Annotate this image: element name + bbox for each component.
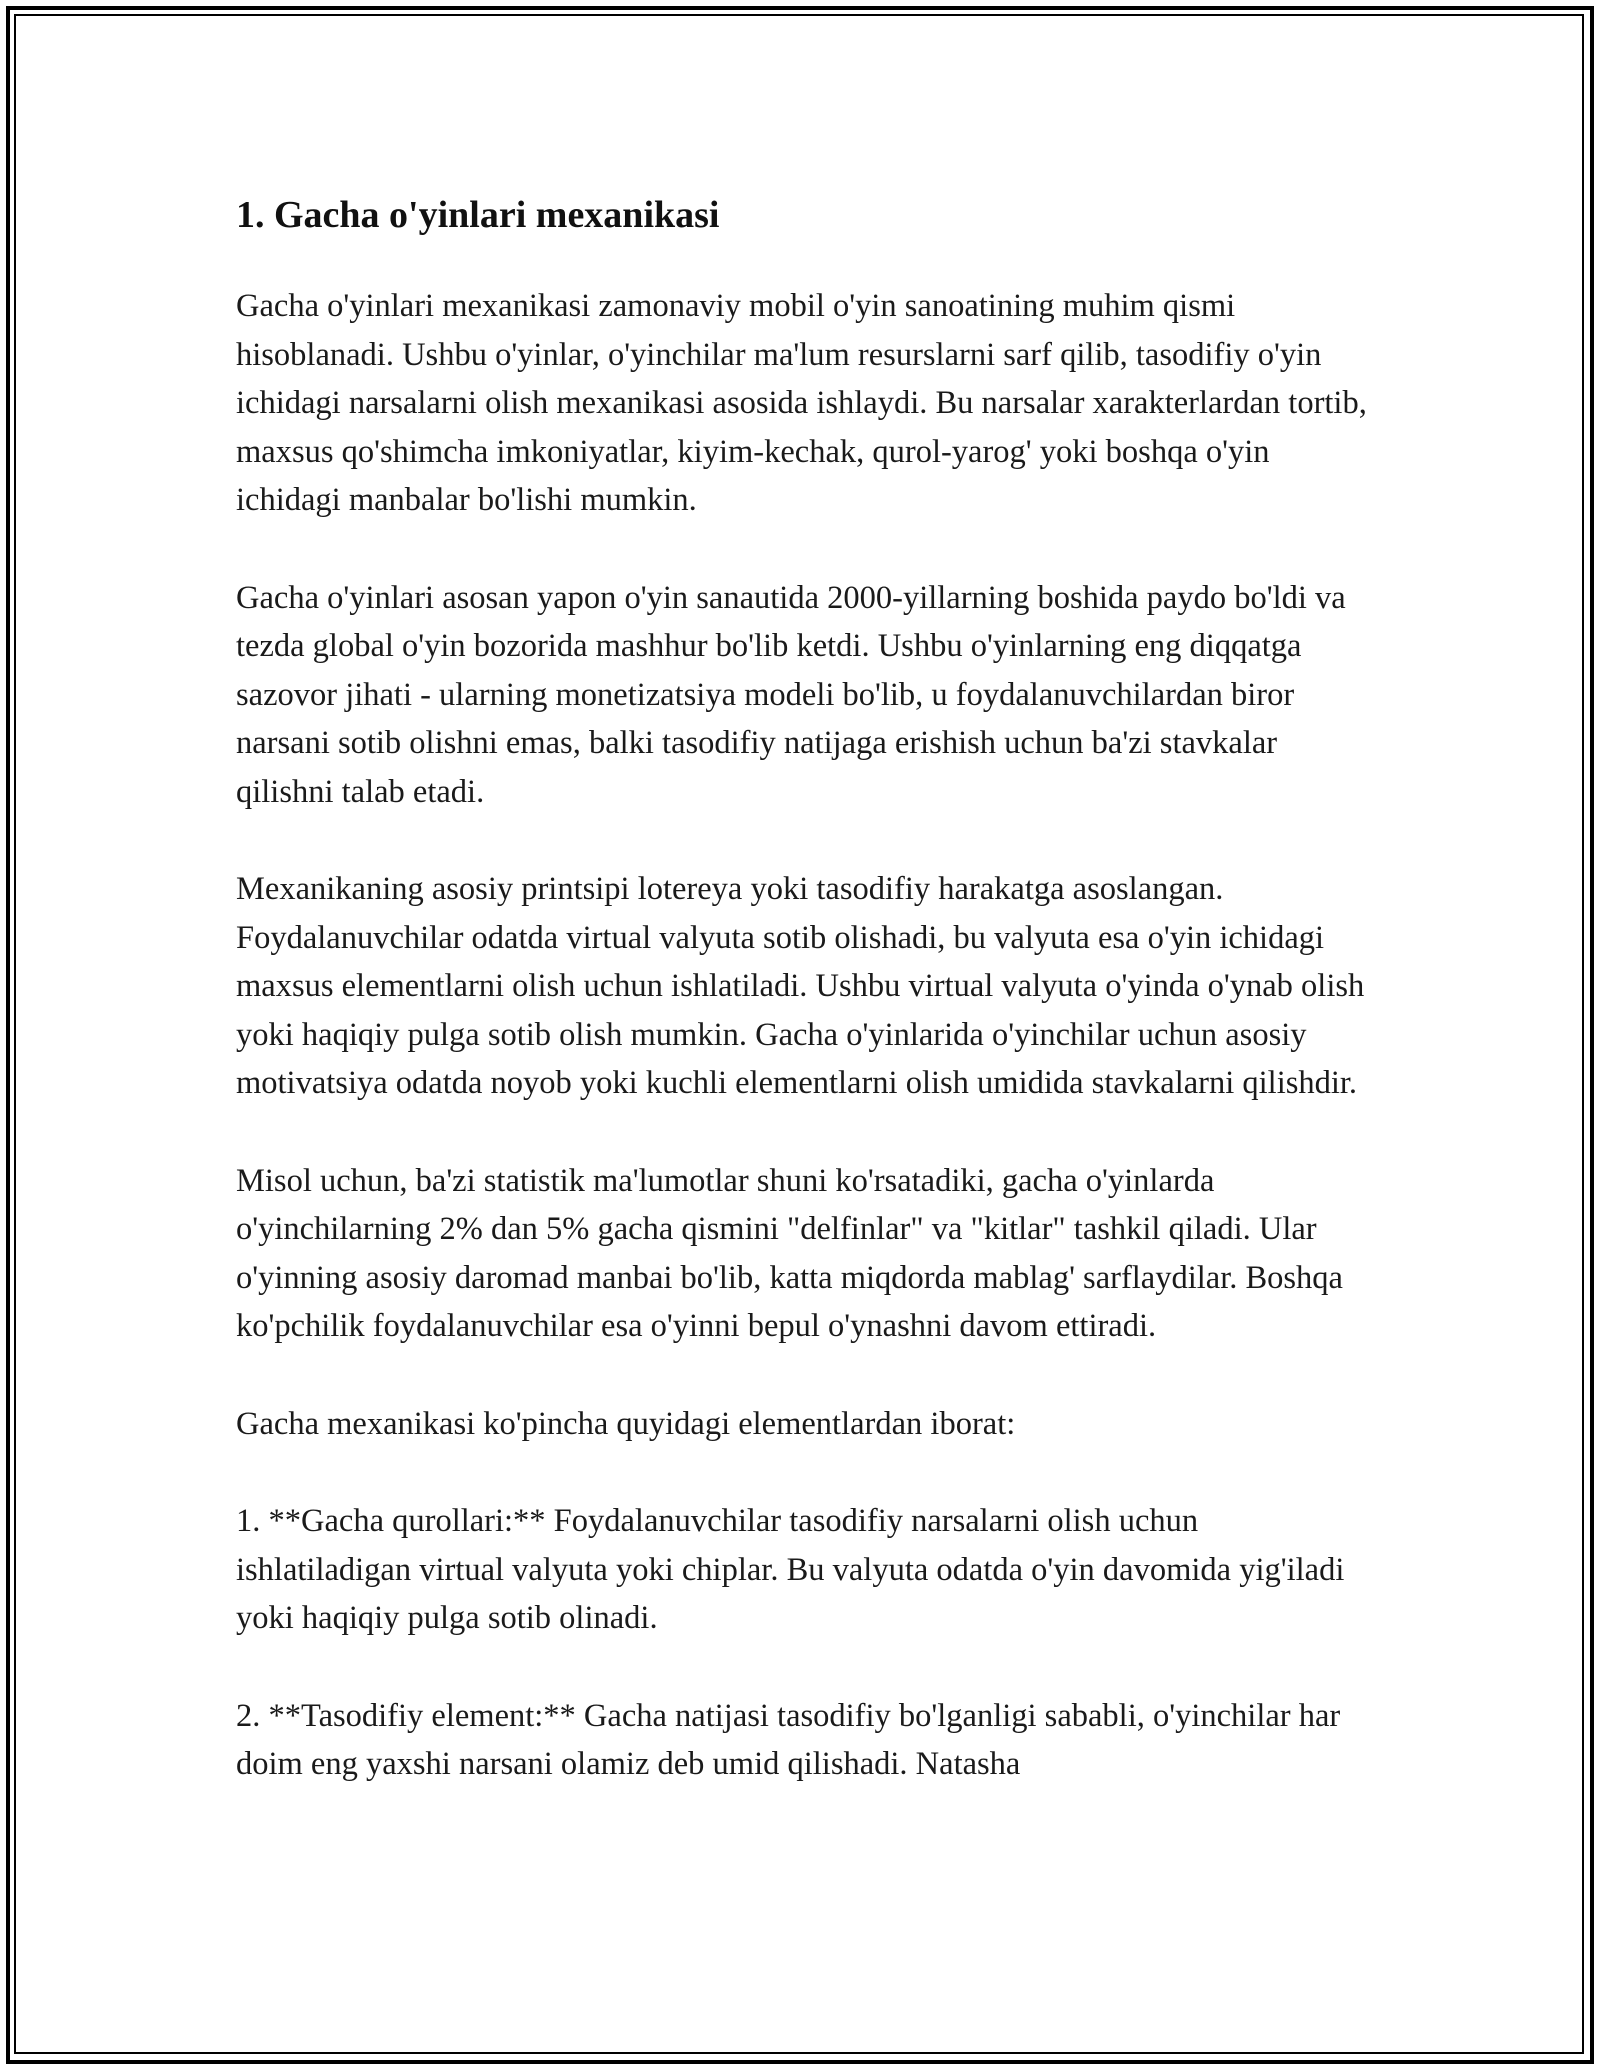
paragraph-elements-intro: Gacha mexanikasi ko'pincha quyidagi elementlardan iborat: — [236, 1405, 1016, 1442]
list-item-gacha-currency: 1. **Gacha qurollari:** Foydalanuvchilar tasodifiy narsalarni olish uchun ishlatiladigan virtual valyuta yoki chiplar. Bu valyuta odatda o'yin davomida yig'iladi yoki haqiqiy pulga sotib olinadi. — [236, 1503, 1345, 1636]
paragraph-statistics: Misol uchun, ba'zi statistik ma'lumotlar shuni ko'rsatadiki, gacha o'yinlarda o'yinchilarning 2% dan 5% gacha qismini "delfinlar" va "kitlar" tashkil qiladi. Ular o'yinning asosiy daromad manbai bo'lib, katta miqdorda mablag' sarflaydilar. Boshqa ko'pchilik foydalanuvchilar esa o'yinni bepul o'ynashni davom ettiradi. — [236, 1162, 1343, 1344]
section-heading: 1. Gacha o'yinlari mexanikasi — [236, 194, 720, 236]
document-body — [236, 182, 1376, 1838]
list-item-random-element: 2. **Tasodifiy element:** Gacha natijasi tasodifiy bo'lganligi sababli, o'yinchilar har doim eng yaxshi narsani olamiz deb umid qilishadi. Natasha — [236, 1697, 1341, 1782]
paragraph-intro: Gacha o'yinlari mexanikasi zamonaviy mobil o'yin sanoatining muhim qismi hisoblanadi. Ushbu o'yinlar, o'yinchilar ma'lum resurslarni sarf qilib, tasodifiy o'yin ichidagi narsalarni olish mexanikasi asosida ishlaydi. Bu narsalar xarakterlardan tortib, maxsus qo'shimcha imkoniyatlar, kiyim-kechak, qurol-yarog' yoki boshqa o'yin ichidagi manbalar bo'lishi mumkin. — [236, 288, 1367, 518]
paragraph-principle: Mexanikaning asosiy printsipi lotereya yoki tasodifiy harakatga asoslangan. Foydalanuvchilar odatda virtual valyuta sotib olishadi, bu valyuta esa o'yin ichidagi maxsus elementlarni olish uchun ishlatiladi. Ushbu virtual valyuta o'yinda o'ynab olish yoki haqiqiy pulga sotib olish mumkin. Gacha o'yinlarida o'yinchilar uchun asosiy motivatsiya odatda noyob yoki kuchli elementlarni olish umidida stavkalarni qilishdir. — [236, 871, 1365, 1101]
paragraph-history: Gacha o'yinlari asosan yapon o'yin sanautida 2000-yillarning boshida paydo bo'ldi va tezda global o'yin bozorida mashhur bo'lib ketdi. Ushbu o'yinlarning eng diqqatga sazovor jihati - ularning monetizatsiya modeli bo'lib, u foydalanuvchilardan biror narsani sotib olishni emas, balki tasodifiy natijaga erishish uchun ba'zi stavkalar qilishni talab etadi. — [236, 579, 1346, 810]
